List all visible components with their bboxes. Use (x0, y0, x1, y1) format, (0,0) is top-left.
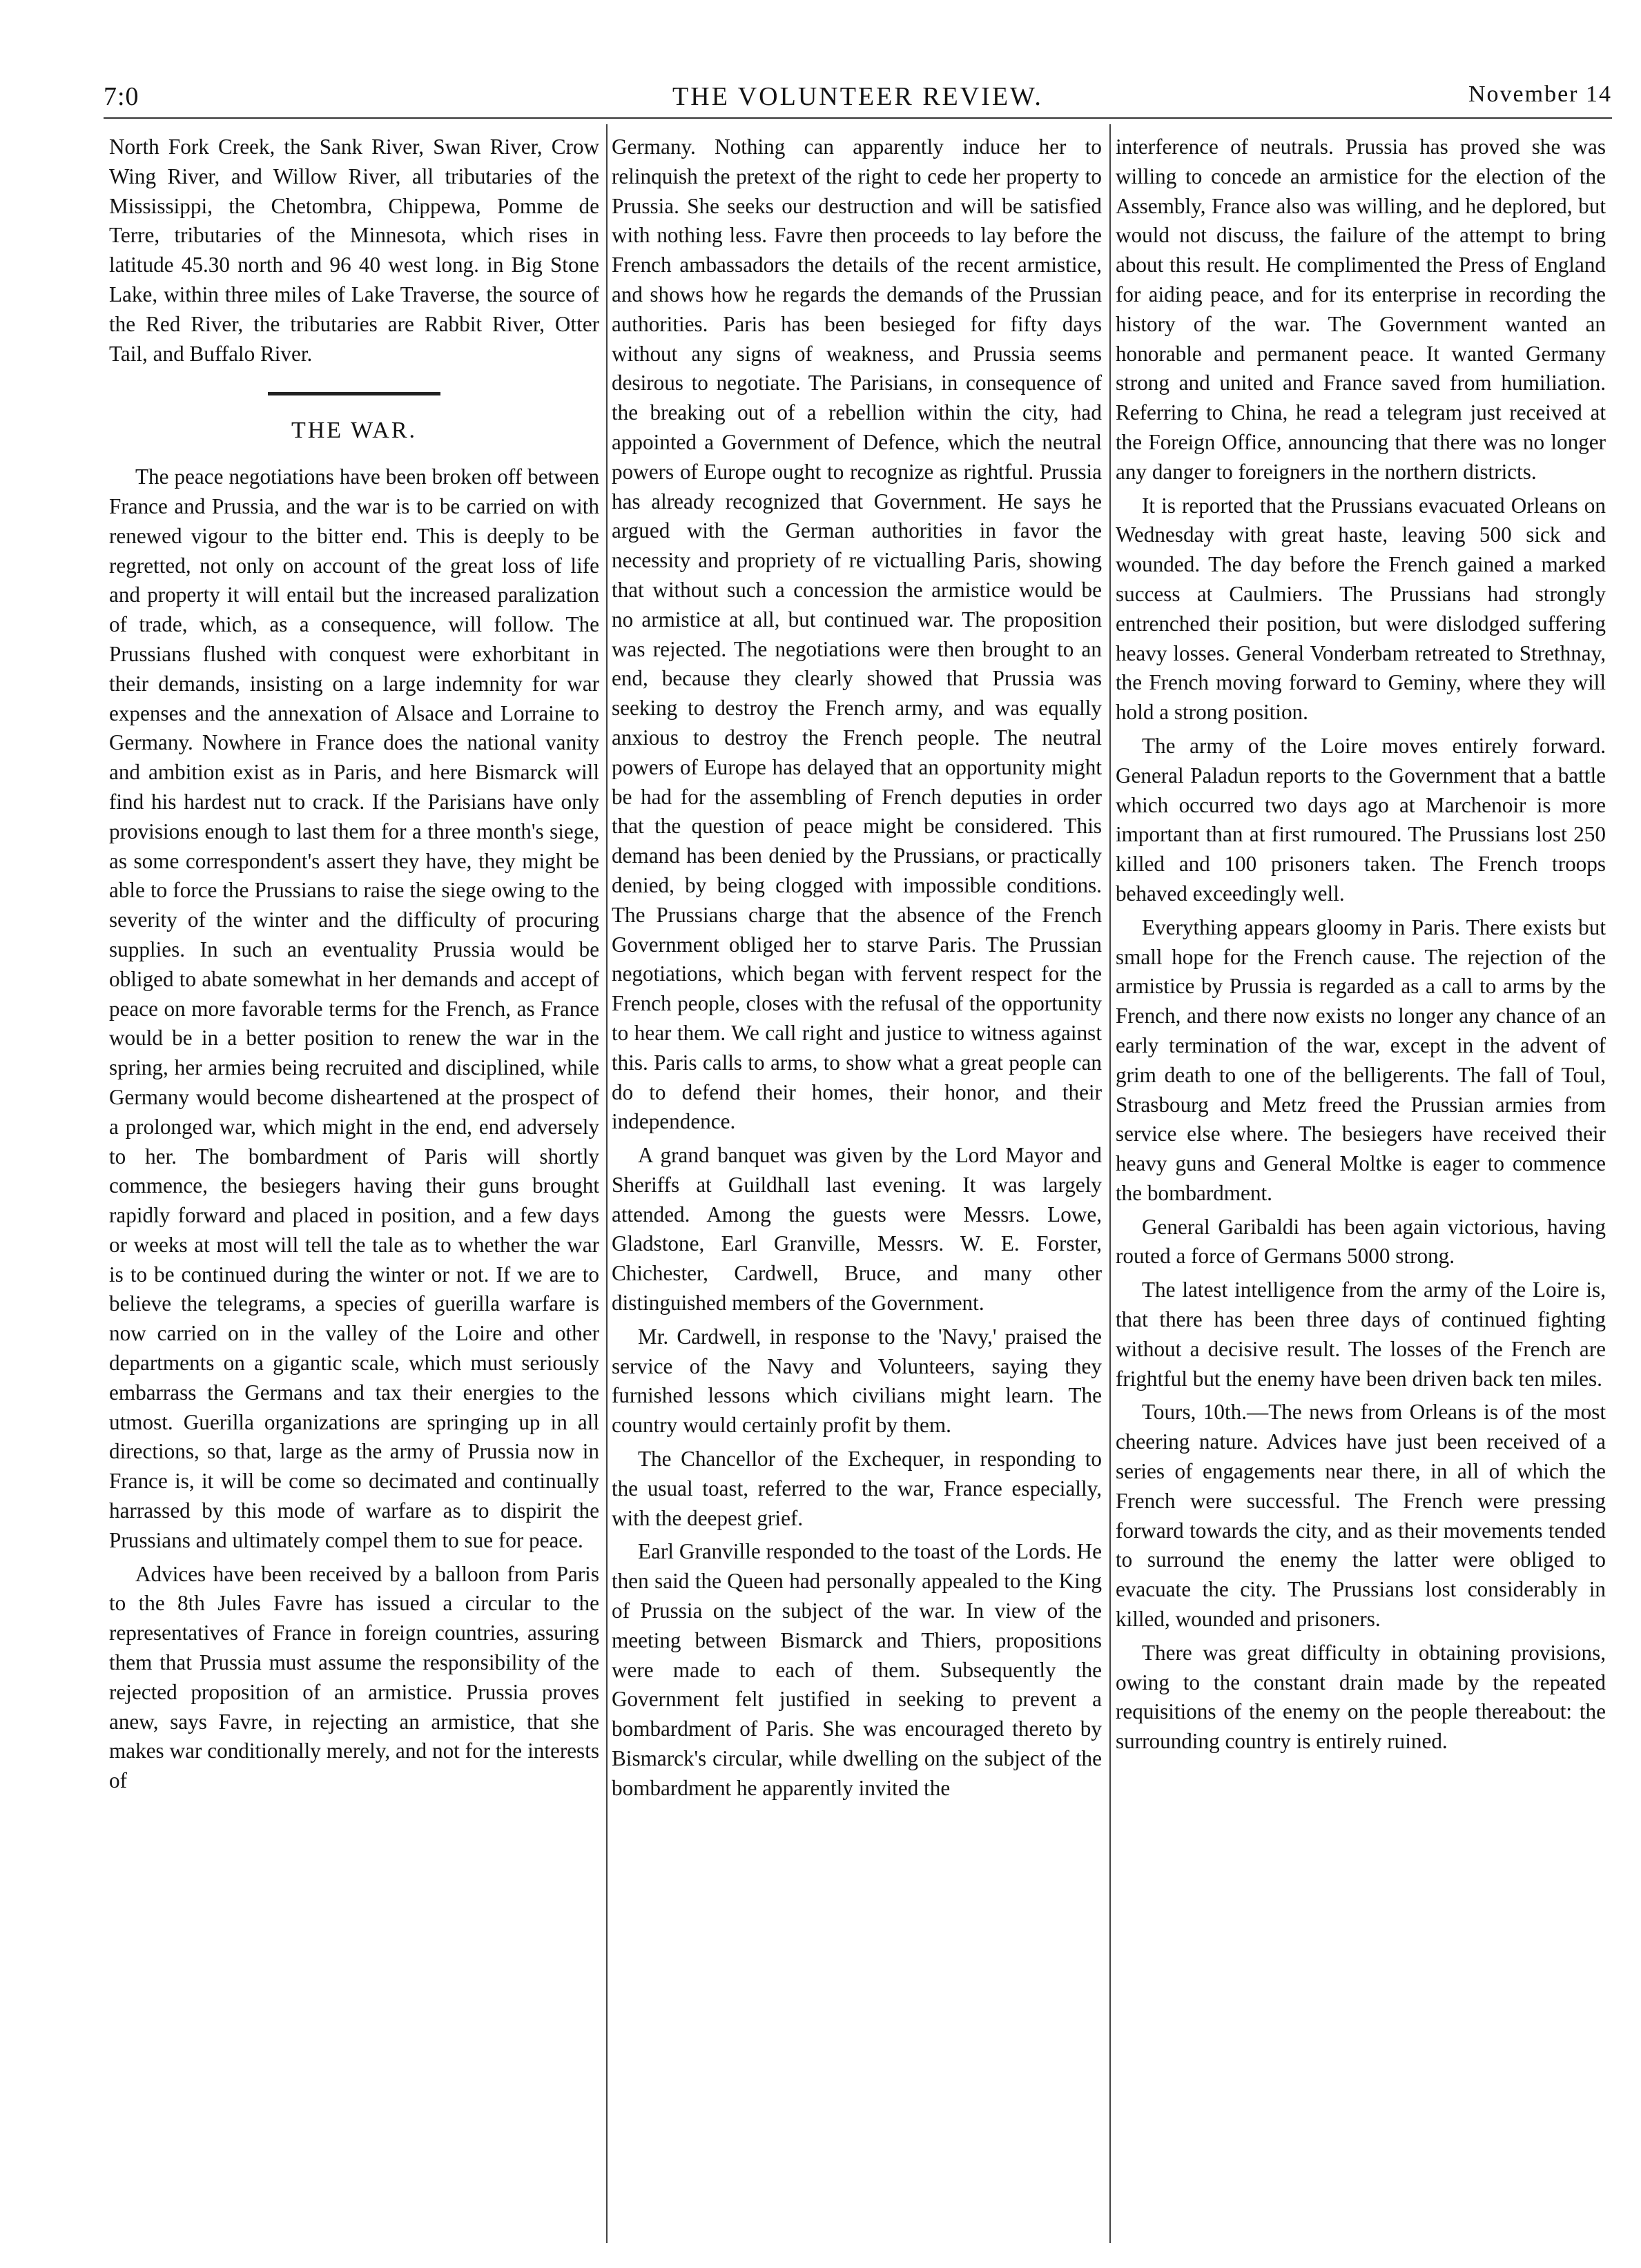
column-1 (109, 133, 599, 2245)
paragraph: Mr. Cardwell, in response to the 'Navy,' praised the service of the Navy and Volunteers, saying they furnished lessons which civilians might learn. The country would certainly profit by them. (612, 1324, 1102, 1438)
column-divider (1109, 124, 1111, 2243)
paragraph: Earl Granville responded to the toast of the Lords. He then said the Queen had personally appealed to the King of Prussia on the subject of the war. In view of the meeting between Bismarck and Thiers, propositions were made to each of them. Subsequently the Government felt justified in seeking to prevent a bombardment of Paris. She was encouraged thereto by Bismarck's circular, while dwelling on the subject of the bombardment he apparently invited the (612, 1539, 1102, 1800)
column-divider (606, 124, 608, 2243)
paragraph: Tours, 10th.—The news from Orleans is of the most cheering nature. Advices have just been received of a series of engagements near there, in all of which the French were successful. The French were pressing forward towards the city, and as their movements tended to surround the enemy the latter were obliged to evacuate the city. The Prussians lost considerably in killed, wounded and prisoners. (1116, 1400, 1606, 1632)
paragraph: The Chancellor of the Exchequer, in responding to the usual toast, referred to the war, France especially, with the deepest grief. (612, 1447, 1102, 1530)
paragraph: A grand banquet was given by the Lord Mayor and Sheriffs at Guildhall last evening. It was largely attended. Among the guests were Messrs. Lowe, Gladstone, Earl Granville, Messrs. W. E. Forster, Chichester, Cardwell, Bruce, and many other distinguished members of the Government. (612, 1143, 1102, 1316)
section-separator (268, 392, 440, 395)
paragraph: Advices have been received by a balloon from Paris to the 8th Jules Favre has issued a circular to the representatives of France in foreign countries, assuring them that Prussia must assume the responsibility of the rejected proposition of an armistice. Prussia proves anew, says Favre, in rejecting an armistice, that she makes war conditionally merely, and not for the interests of (109, 1561, 599, 1793)
masthead-title: THE VOLUNTEER REVIEW. (672, 82, 1043, 111)
issue-date: November 14 (1468, 81, 1612, 107)
page-header (104, 81, 1612, 123)
paragraph: It is reported that the Prussians evacuated Orleans on Wednesday with great haste, leaving 500 sick and wounded. The day before the French gained a marked success at Caulmiers. The Prussians had strongly entrenched their position, but were dislodged suffering heavy losses. General Vonderbam retreated to Strethnay, the French moving forward to Geminy, where they will hold a strong position. (1116, 493, 1606, 725)
header-rule (104, 117, 1612, 119)
page-number: 7:0 (104, 82, 139, 111)
paragraph: Germany. Nothing can apparently induce her to relinquish the pretext of the right to cede her property to Prussia. She seeks our destruction and will be satisfied with nothing less. Favre then proceeds to lay before the French ambassadors the details of the recent armistice, and shows how he regards the demands of the Prussian authorities. Paris has been besieged for fifty days without any signs of weakness, and Prussia seems desirous to negotiate. The Parisians, in consequence of the breaking out of a rebellion within the city, had appointed a Government of Defence, which the neutral powers of Europe ought to recognize as rightful. Prussia has already recognized that Government. He says he argued with the German authorities in favor the necessity and propriety of re victualling Paris, showing that without such a concession the armistice would be no armistice at all, but continued war. The proposition was rejected. The negotiations were then brought to an end, because they clearly showed that Prussia was seeking to destroy the French army, and was equally anxious to destroy the French people. The neutral powers of Europe has delayed that an opportunity might be had for the assembling of French deputies in order that the question of peace might be considered. This demand has been denied by the Prussians, or practically denied, by being clogged with impossible conditions. The Prussians charge that the absence of the French Government obliged her to starve Paris. The Prussian negotiations, which began with fervent respect for the French people, closes with the refusal of the opportunity to hear them. We call right and justice to witness against this. Paris calls to arms, to show what a great people can do to defend their homes, their honor, and their independence. (612, 135, 1102, 1134)
column-2 (612, 133, 1102, 2245)
paragraph: General Garibaldi has been again victorious, having routed a force of Germans 5000 strong. (1116, 1214, 1606, 1269)
paragraph: North Fork Creek, the Sank River, Swan River, Crow Wing River, and Willow River, all tributaries of the Mississippi, the Chetombra, Chippewa, Pomme de Terre, tributaries of the Minnesota, which rises in latitude 45.30 north and 96 40 west long. in Big Stone Lake, within three miles of Lake Traverse, the source of the Red River, the tributaries are Rabbit River, Otter Tail, and Buffalo River. (109, 135, 599, 366)
paragraph: The latest intelligence from the army of the Loire is, that there has been three days of continued fighting without a decisive result. The losses of the French are frightful but the enemy have been driven back ten miles. (1116, 1278, 1606, 1391)
paragraph: There was great difficulty in obtaining provisions, owing to the constant drain made by the repeated requisitions of the enemy on the people thereabout: the surrounding country is entirely ruined. (1116, 1640, 1606, 1754)
paragraph: The peace negotiations have been broken off between France and Prussia, and the war is to be carried on with renewed vigour to the bitter end. This is deeply to be regretted, not only on account of the great loss of life and property it will entail but the increased paralization of trade, which, as a consequence, will follow. The Prussians flushed with conquest were exhorbitant in their demands, insisting on a large indemnity for war expenses and the annexation of Alsace and Lorraine to Germany. Nowhere in France does the national vanity and ambition exist as in Paris, and here Bismarck will find his hardest nut to crack. If the Parisians have only provisions enough to last them for a three month's siege, as some correspondent's assert they have, they might be able to force the Prussians to raise the siege owing to the severity of the winter and the difficulty of procuring supplies. In such an eventuality Prussia would be obliged to abate somewhat in her demands and accept of peace on more favorable terms for the French, as France would be in a better position to renew the war in the spring, her armies being recruited and disciplined, while Germany would become disheartened at the prospect of a prolonged war, which might in the end, end adversely to her. The bombardment of Paris will shortly commence, the besiegers having their guns brought rapidly forward and placed in position, and a few days or weeks at most will tell the tale as to whether the war is to be continued during the winter or not. If we are to believe the telegrams, a species of guerilla warfare is now carried on in the valley of the Loire and other departments on a gigantic scale, which must seriously embarrass the Germans and tax their energies to the utmost. Guerilla organizations are springing up in all directions, so that, large as the army of Prussia now in France is, it will be come so decimated and continually harrassed by this mode of warfare as to dispirit the Prussians and ultimately compel them to sue for peace. (109, 465, 599, 1552)
paragraph: The army of the Loire moves entirely forward. General Paladun reports to the Government that a battle which occurred two days ago at Marchenoir is more important than at first rumoured. The Prussians lost 250 killed and 100 prisoners taken. The French troops behaved exceedingly well. (1116, 733, 1606, 906)
section-title: THE WAR. (291, 418, 418, 444)
paragraph: interference of neutrals. Prussia has proved she was willing to concede an armistice for the election of the Assembly, France also was willing, and he deplored, but would not discuss, the failure of the attempt to bring about this result. He complimented the Press of England for aiding peace, and for its enterprise in recording the history of the war. The Government wanted an honorable and permanent peace. It wanted Germany strong and united and France saved from humiliation. Referring to China, he read a telegram just received at the Foreign Office, announcing that there was no longer any danger to foreigners in the northern districts. (1116, 135, 1606, 484)
column-3 (1116, 133, 1606, 2245)
paragraph: Everything appears gloomy in Paris. There exists but small hope for the French cause. The rejection of the armistice by Prussia is regarded as a call to arms by the French, and there now exists no longer any chance of an early termination of the war, except in the advent of grim death to one of the belligerents. The fall of Toul, Strasbourg and Metz freed the Prussian armies from service else where. The besiegers have received their heavy guns and General Moltke is eager to commence the bombardment. (1116, 915, 1606, 1205)
